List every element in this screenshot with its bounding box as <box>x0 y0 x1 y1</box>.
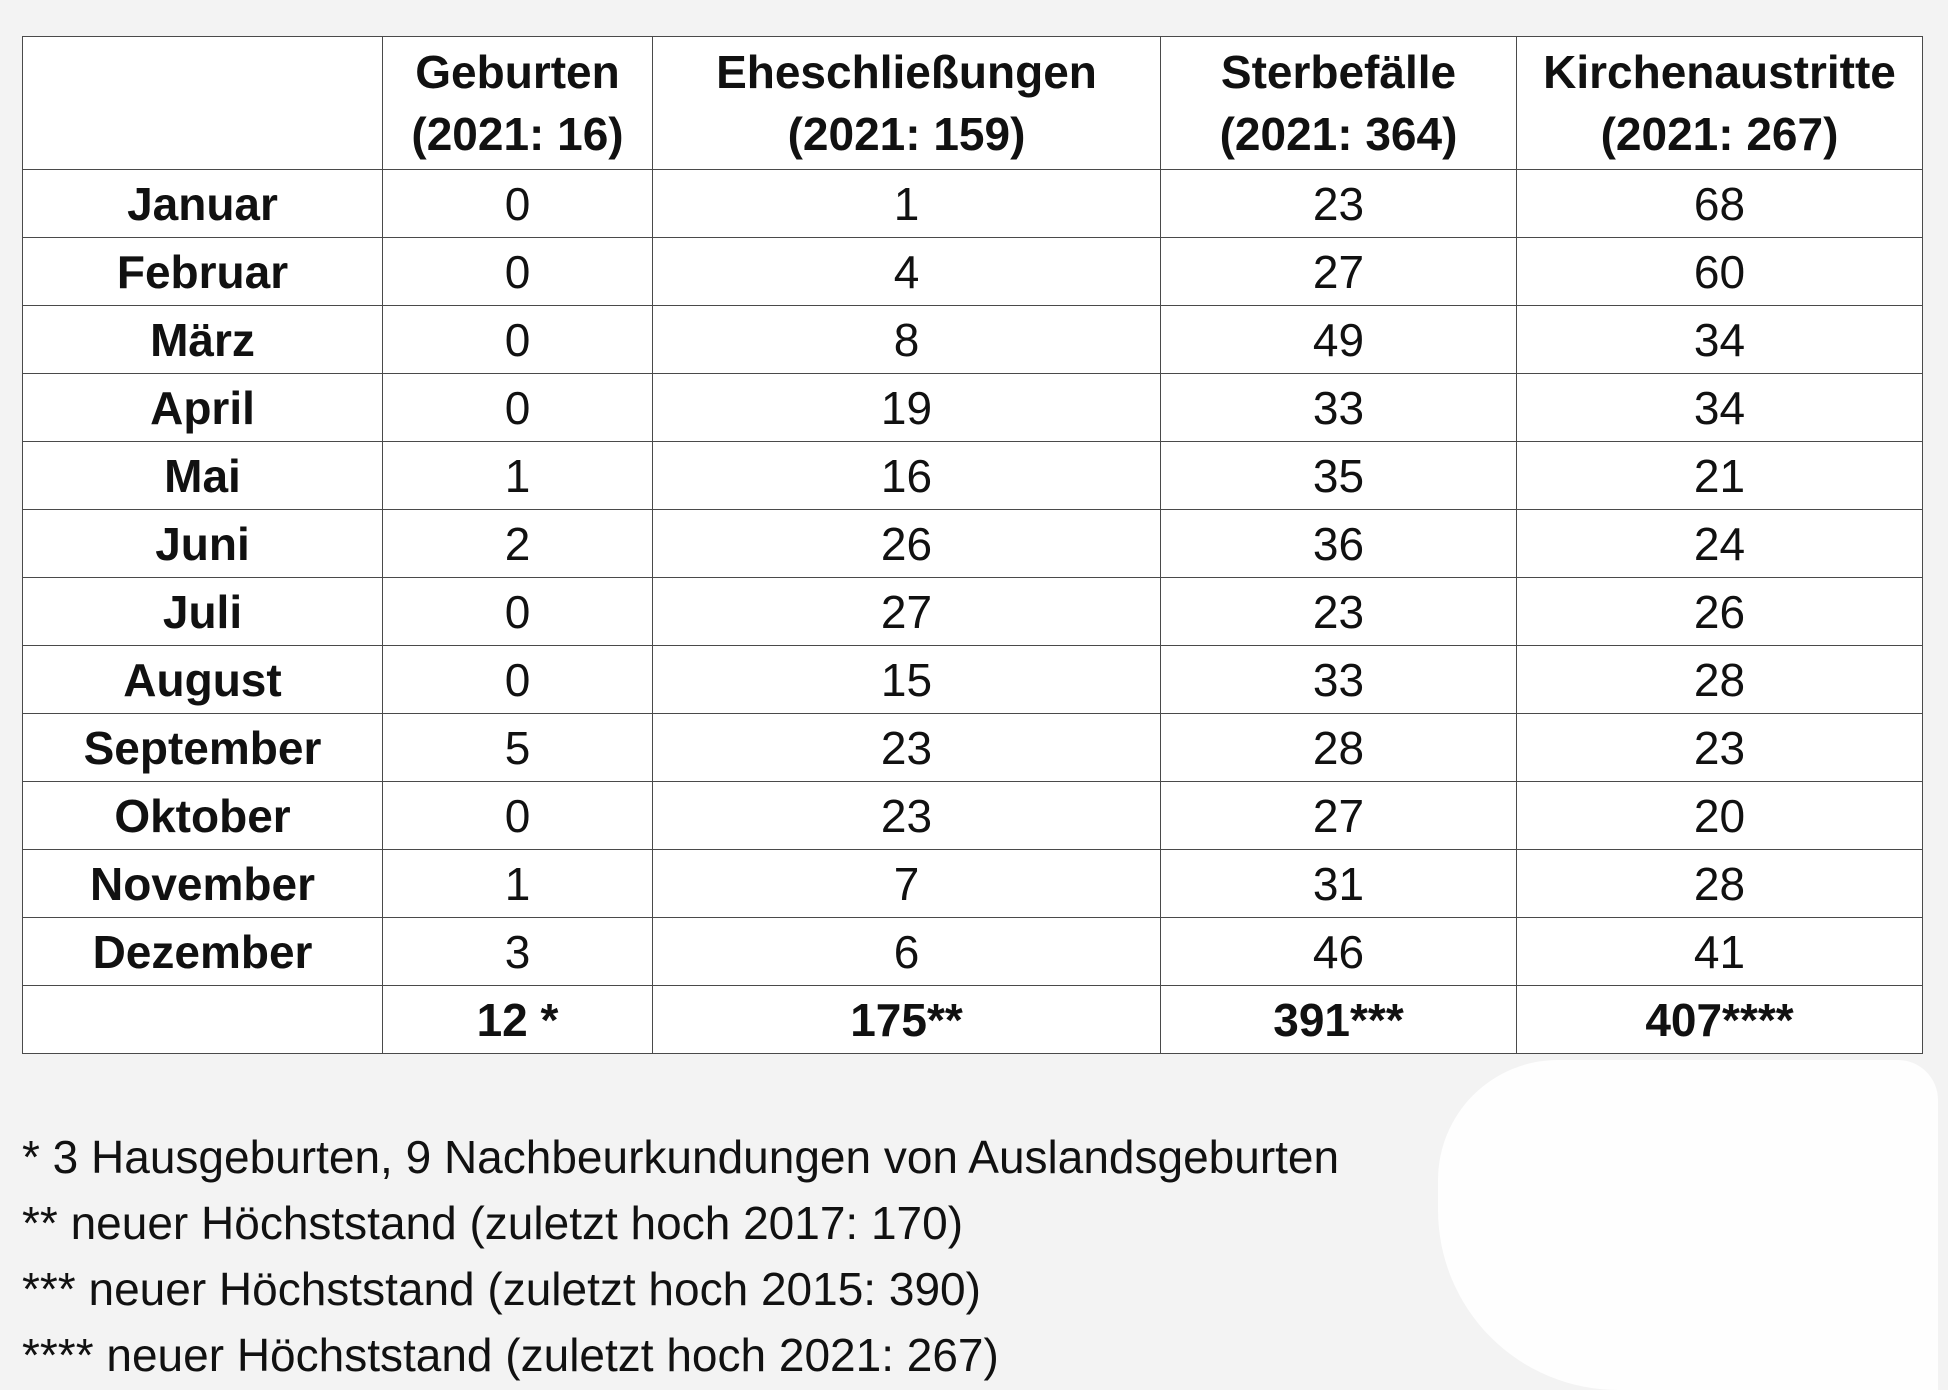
statistics-table-container <box>22 36 1923 1054</box>
cell-eheschliessungen: 26 <box>653 510 1161 578</box>
header-corner-cell <box>23 37 383 170</box>
cell-geburten: 0 <box>383 782 653 850</box>
header-geburten-name: Geburten <box>415 46 620 98</box>
header-eheschliessungen <box>653 37 1161 170</box>
cell-geburten: 0 <box>383 646 653 714</box>
cell-kirchenaustritte: 68 <box>1517 170 1923 238</box>
cell-sterbefaelle: 23 <box>1161 170 1517 238</box>
cell-geburten: 0 <box>383 306 653 374</box>
month-label: August <box>23 646 383 714</box>
header-sterbefaelle-name: Sterbefälle <box>1220 46 1457 98</box>
table-row <box>23 170 1923 238</box>
cell-kirchenaustritte: 23 <box>1517 714 1923 782</box>
footnote-4: **** neuer Höchststand (zuletzt hoch 2021: 267) <box>22 1329 999 1381</box>
table-row <box>23 782 1923 850</box>
table-row <box>23 918 1923 986</box>
cell-eheschliessungen: 1 <box>653 170 1161 238</box>
cell-geburten: 0 <box>383 238 653 306</box>
cell-kirchenaustritte: 34 <box>1517 306 1923 374</box>
header-sterbefaelle-note: (2021: 364) <box>1219 108 1458 160</box>
table-row <box>23 850 1923 918</box>
total-eheschliessungen: 175** <box>653 986 1161 1054</box>
cell-sterbefaelle: 27 <box>1161 782 1517 850</box>
header-eheschliessungen-note: (2021: 159) <box>787 108 1026 160</box>
header-eheschliessungen-name: Eheschließungen <box>716 46 1097 98</box>
cell-eheschliessungen: 7 <box>653 850 1161 918</box>
month-label: Oktober <box>23 782 383 850</box>
footnote-1: * 3 Hausgeburten, 9 Nachbeurkundungen von Auslandsgeburten <box>22 1131 1340 1183</box>
cell-sterbefaelle: 23 <box>1161 578 1517 646</box>
cell-kirchenaustritte: 34 <box>1517 374 1923 442</box>
cell-geburten: 0 <box>383 578 653 646</box>
footnote-3: *** neuer Höchststand (zuletzt hoch 2015: 390) <box>22 1263 981 1315</box>
month-label: Juli <box>23 578 383 646</box>
table-row <box>23 442 1923 510</box>
cell-geburten: 0 <box>383 374 653 442</box>
header-geburten <box>383 37 653 170</box>
month-label: Februar <box>23 238 383 306</box>
total-kirchenaustritte: 407**** <box>1517 986 1923 1054</box>
cell-kirchenaustritte: 28 <box>1517 850 1923 918</box>
cell-eheschliessungen: 19 <box>653 374 1161 442</box>
table-row <box>23 306 1923 374</box>
cell-geburten: 5 <box>383 714 653 782</box>
cell-sterbefaelle: 35 <box>1161 442 1517 510</box>
month-label: November <box>23 850 383 918</box>
cell-sterbefaelle: 33 <box>1161 646 1517 714</box>
totals-label <box>23 986 383 1054</box>
footnotes <box>22 1124 1339 1388</box>
table-row <box>23 646 1923 714</box>
total-geburten: 12 * <box>383 986 653 1054</box>
cell-eheschliessungen: 6 <box>653 918 1161 986</box>
header-row <box>23 37 1923 170</box>
cell-geburten: 2 <box>383 510 653 578</box>
cell-sterbefaelle: 31 <box>1161 850 1517 918</box>
cell-geburten: 0 <box>383 170 653 238</box>
cell-eheschliessungen: 4 <box>653 238 1161 306</box>
cell-eheschliessungen: 23 <box>653 782 1161 850</box>
statistics-table <box>22 36 1923 1054</box>
cell-geburten: 1 <box>383 850 653 918</box>
month-label: September <box>23 714 383 782</box>
table-row <box>23 374 1923 442</box>
header-kirchenaustritte <box>1517 37 1923 170</box>
cell-sterbefaelle: 27 <box>1161 238 1517 306</box>
cell-geburten: 1 <box>383 442 653 510</box>
cell-kirchenaustritte: 21 <box>1517 442 1923 510</box>
header-kirchenaustritte-name: Kirchenaustritte <box>1543 46 1896 98</box>
cell-kirchenaustritte: 24 <box>1517 510 1923 578</box>
cell-kirchenaustritte: 60 <box>1517 238 1923 306</box>
table-row <box>23 510 1923 578</box>
white-smudge-overlay <box>1438 1060 1938 1390</box>
cell-eheschliessungen: 23 <box>653 714 1161 782</box>
cell-geburten: 3 <box>383 918 653 986</box>
cell-eheschliessungen: 8 <box>653 306 1161 374</box>
totals-row <box>23 986 1923 1054</box>
month-label: Dezember <box>23 918 383 986</box>
cell-eheschliessungen: 27 <box>653 578 1161 646</box>
cell-sterbefaelle: 33 <box>1161 374 1517 442</box>
cell-sterbefaelle: 36 <box>1161 510 1517 578</box>
table-row <box>23 578 1923 646</box>
cell-sterbefaelle: 46 <box>1161 918 1517 986</box>
month-label: Mai <box>23 442 383 510</box>
total-sterbefaelle: 391*** <box>1161 986 1517 1054</box>
month-label: Januar <box>23 170 383 238</box>
table-row <box>23 238 1923 306</box>
footnote-2: ** neuer Höchststand (zuletzt hoch 2017: 170) <box>22 1197 964 1249</box>
cell-eheschliessungen: 16 <box>653 442 1161 510</box>
cell-sterbefaelle: 28 <box>1161 714 1517 782</box>
month-label: Juni <box>23 510 383 578</box>
cell-kirchenaustritte: 28 <box>1517 646 1923 714</box>
cell-sterbefaelle: 49 <box>1161 306 1517 374</box>
cell-kirchenaustritte: 20 <box>1517 782 1923 850</box>
month-label: März <box>23 306 383 374</box>
header-sterbefaelle <box>1161 37 1517 170</box>
cell-eheschliessungen: 15 <box>653 646 1161 714</box>
cell-kirchenaustritte: 41 <box>1517 918 1923 986</box>
table-row <box>23 714 1923 782</box>
header-geburten-note: (2021: 16) <box>411 108 624 160</box>
header-kirchenaustritte-note: (2021: 267) <box>1600 108 1839 160</box>
month-label: April <box>23 374 383 442</box>
cell-kirchenaustritte: 26 <box>1517 578 1923 646</box>
